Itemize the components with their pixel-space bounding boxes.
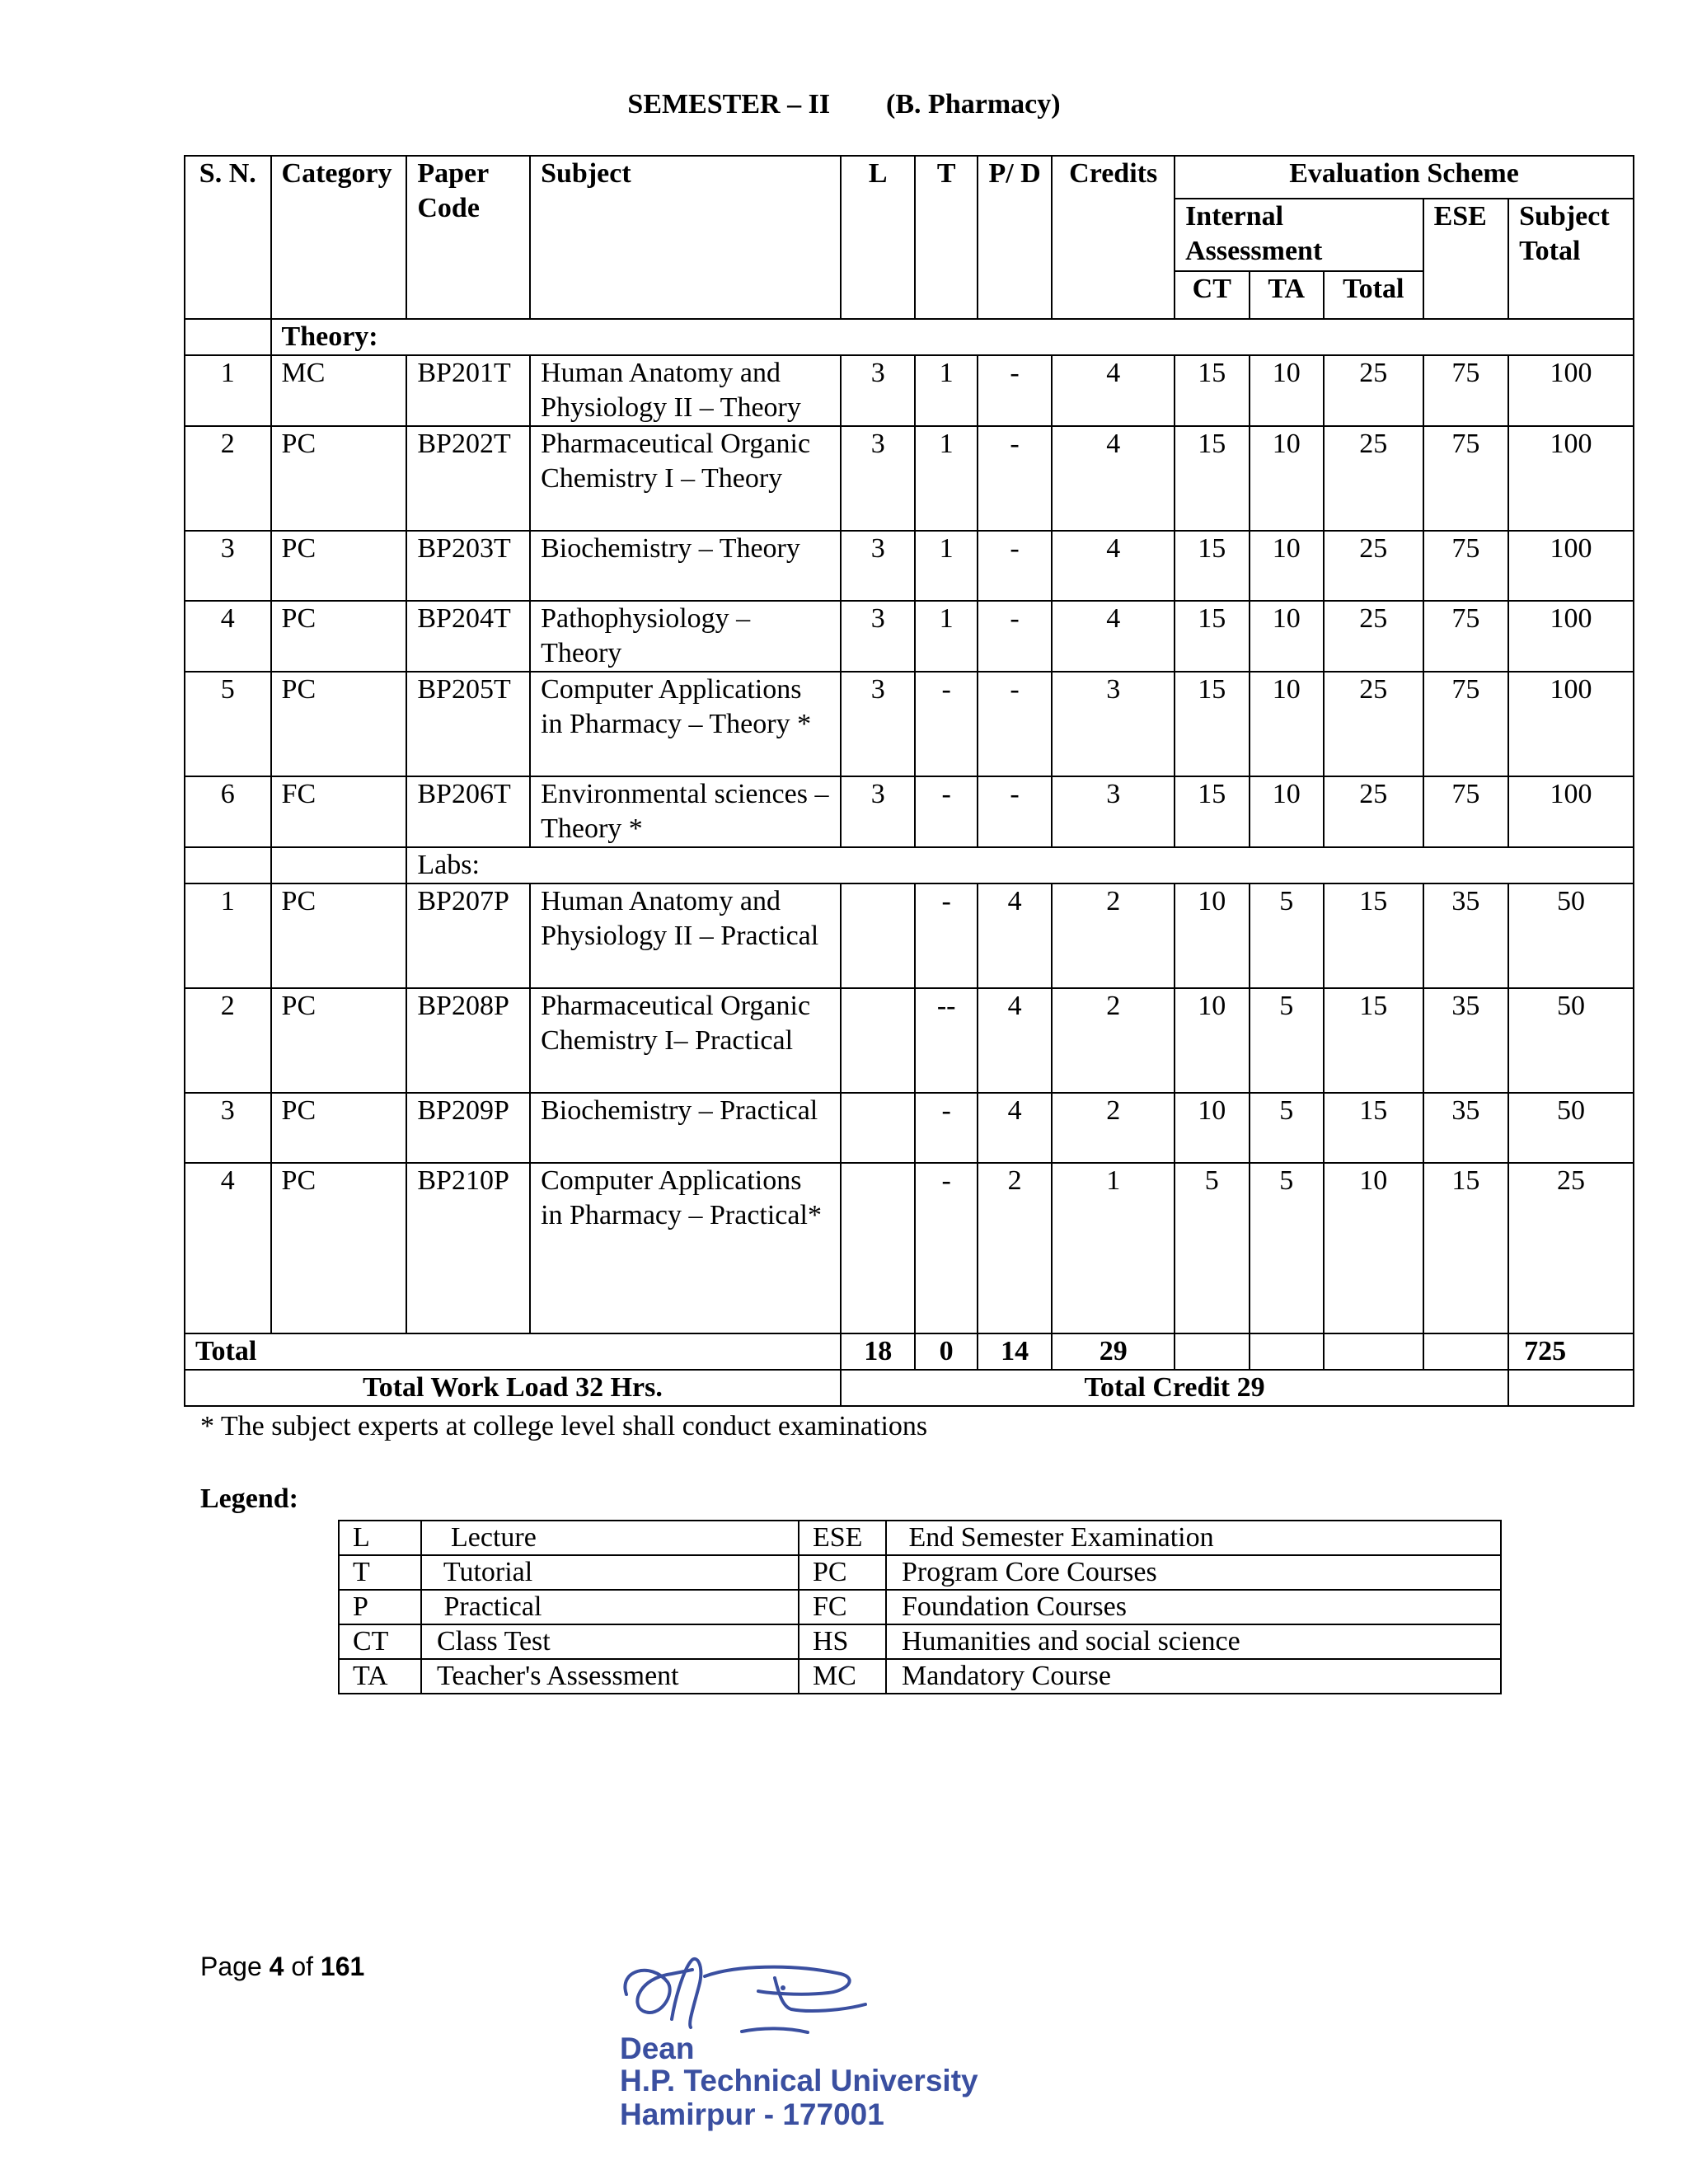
- legend-value: Mandatory Course: [886, 1659, 1501, 1694]
- cell-subject: Pharmaceutical Organic Chemistry I– Practical: [530, 988, 841, 1093]
- cell-p: -: [978, 672, 1052, 776]
- total-credits: 29: [1052, 1333, 1175, 1370]
- legend-key: MC: [799, 1659, 886, 1694]
- cell-ese: 35: [1423, 883, 1509, 988]
- cell-l: [841, 883, 915, 988]
- cell-cat: PC: [271, 1163, 407, 1333]
- cell-total: 15: [1324, 883, 1423, 988]
- cell-ta: 10: [1250, 776, 1324, 847]
- table-row: [185, 988, 1634, 1093]
- cell-cat: FC: [271, 776, 407, 847]
- total-p: 14: [978, 1333, 1052, 1370]
- cell-total: 25: [1324, 672, 1423, 776]
- labs-section-row: [185, 847, 1634, 883]
- table-row: [185, 1163, 1634, 1333]
- total-row: [185, 1333, 1634, 1370]
- legend-value: End Semester Examination: [886, 1521, 1501, 1555]
- stamp-line-address: Hamirpur - 177001: [620, 2097, 884, 2131]
- cell-code: BP204T: [406, 601, 530, 672]
- legend-key: CT: [339, 1624, 421, 1659]
- cell-ct: 15: [1175, 776, 1249, 847]
- cell-cat: PC: [271, 1093, 407, 1163]
- cell-ese: 35: [1423, 988, 1509, 1093]
- cell-ese: 35: [1423, 1093, 1509, 1163]
- cell-total: 25: [1324, 776, 1423, 847]
- cell-credits: 4: [1052, 426, 1175, 531]
- cell-p: -: [978, 355, 1052, 426]
- cell-t: 1: [915, 355, 977, 426]
- cell-t: -: [915, 883, 977, 988]
- cell-sn: 4: [185, 601, 271, 672]
- cell-subject: Human Anatomy and Physiology II – Theory: [530, 355, 841, 426]
- cell-p: 2: [978, 1163, 1052, 1333]
- cell-p: 4: [978, 988, 1052, 1093]
- cell-p: -: [978, 776, 1052, 847]
- cell-ese: 75: [1423, 355, 1509, 426]
- cell-t: -: [915, 1163, 977, 1333]
- cell-subject: Computer Applications in Pharmacy – Practical*: [530, 1163, 841, 1333]
- cell-credits: 4: [1052, 531, 1175, 601]
- cell-total: 25: [1324, 426, 1423, 531]
- cell-code: BP209P: [406, 1093, 530, 1163]
- cell-ese: 75: [1423, 672, 1509, 776]
- cell-l: [841, 988, 915, 1093]
- cell-p: 4: [978, 1093, 1052, 1163]
- cell-ta: 5: [1250, 988, 1324, 1093]
- cell-ese: 75: [1423, 426, 1509, 531]
- cell-total: 25: [1324, 355, 1423, 426]
- legend-value: Foundation Courses: [886, 1590, 1501, 1624]
- legend-row: [339, 1521, 1501, 1555]
- cell-p: -: [978, 601, 1052, 672]
- theory-section-row: [185, 319, 1634, 355]
- theory-rows: [185, 355, 1634, 847]
- theory-label: Theory:: [271, 319, 1634, 355]
- cell-code: BP208P: [406, 988, 530, 1093]
- cell-l: 3: [841, 601, 915, 672]
- legend-key: HS: [799, 1624, 886, 1659]
- header-category: Category: [271, 156, 407, 319]
- header-evaluation-scheme: Evaluation Scheme: [1175, 156, 1634, 199]
- cell-p: -: [978, 531, 1052, 601]
- cell-subject-total: 25: [1508, 1163, 1634, 1333]
- cell-credits: 2: [1052, 883, 1175, 988]
- cell-sn: 3: [185, 531, 271, 601]
- cell-l: [841, 1163, 915, 1333]
- legend-key: L: [339, 1521, 421, 1555]
- cell-t: --: [915, 988, 977, 1093]
- cell-subject-total: 100: [1508, 776, 1634, 847]
- cell-l: 3: [841, 355, 915, 426]
- table-row: [185, 531, 1634, 601]
- header-ta: TA: [1250, 271, 1324, 319]
- cell-total: 10: [1324, 1163, 1423, 1333]
- cell-ta: 5: [1250, 1163, 1324, 1333]
- cell-sn: 2: [185, 426, 271, 531]
- header-internal-assessment: Internal Assessment: [1175, 199, 1423, 271]
- cell-subject: Biochemistry – Theory: [530, 531, 841, 601]
- page-title: SEMESTER – II (B. Pharmacy): [627, 89, 1061, 120]
- cell-ta: 5: [1250, 1093, 1324, 1163]
- cell-subject-total: 50: [1508, 988, 1634, 1093]
- total-l: 18: [841, 1333, 915, 1370]
- legend-key: P: [339, 1590, 421, 1624]
- total-subject-total: 725: [1508, 1333, 1634, 1370]
- legend-value: Lecture: [421, 1521, 799, 1555]
- cell-ct: 15: [1175, 601, 1249, 672]
- cell-cat: PC: [271, 672, 407, 776]
- cell-ese: 75: [1423, 531, 1509, 601]
- cell-credits: 4: [1052, 355, 1175, 426]
- footnote: * The subject experts at college level shall conduct examinations: [200, 1411, 928, 1441]
- cell-ct: 10: [1175, 883, 1249, 988]
- cell-subject-total: 100: [1508, 531, 1634, 601]
- cell-subject: Human Anatomy and Physiology II – Practical: [530, 883, 841, 988]
- cell-l: 3: [841, 426, 915, 531]
- cell-sn: 5: [185, 672, 271, 776]
- cell-credits: 2: [1052, 1093, 1175, 1163]
- lab-rows: [185, 883, 1634, 1333]
- scheme-table: [184, 155, 1634, 1407]
- table-row: [185, 355, 1634, 426]
- legend-value: Tutorial: [421, 1555, 799, 1590]
- cell-l: 3: [841, 672, 915, 776]
- cell-sn: 3: [185, 1093, 271, 1163]
- cell-subject-total: 100: [1508, 426, 1634, 531]
- cell-ct: 15: [1175, 531, 1249, 601]
- legend-key: PC: [799, 1555, 886, 1590]
- cell-cat: MC: [271, 355, 407, 426]
- cell-t: 1: [915, 531, 977, 601]
- cell-subject-total: 50: [1508, 1093, 1634, 1163]
- cell-credits: 3: [1052, 776, 1175, 847]
- cell-ese: 75: [1423, 601, 1509, 672]
- table-row: [185, 672, 1634, 776]
- table-row: [185, 883, 1634, 988]
- legend-row: [339, 1624, 1501, 1659]
- labs-label: Labs:: [406, 847, 1634, 883]
- total-credit: Total Credit 29: [841, 1370, 1508, 1406]
- cell-credits: 1: [1052, 1163, 1175, 1333]
- table-row: [185, 776, 1634, 847]
- table-row: [185, 1093, 1634, 1163]
- legend-key: TA: [339, 1659, 421, 1694]
- header-t: T: [915, 156, 977, 319]
- page-number: Page 4 of 161: [200, 1952, 365, 1981]
- total-work-load: Total Work Load 32 Hrs.: [185, 1370, 841, 1406]
- cell-total: 25: [1324, 601, 1423, 672]
- cell-cat: PC: [271, 426, 407, 531]
- cell-ta: 10: [1250, 531, 1324, 601]
- total-t: 0: [915, 1333, 977, 1370]
- cell-cat: PC: [271, 883, 407, 988]
- cell-code: BP202T: [406, 426, 530, 531]
- cell-l: 3: [841, 776, 915, 847]
- header-l: L: [841, 156, 915, 319]
- cell-ct: 10: [1175, 1093, 1249, 1163]
- legend-row: [339, 1555, 1501, 1590]
- cell-ct: 15: [1175, 672, 1249, 776]
- cell-sn: 2: [185, 988, 271, 1093]
- stamp-line-university: H.P. Technical University: [620, 2064, 978, 2097]
- header-sn: S. N.: [185, 156, 271, 319]
- cell-p: 4: [978, 883, 1052, 988]
- header-subject-total: Subject Total: [1508, 199, 1634, 319]
- table-row: [185, 426, 1634, 531]
- header-row: [185, 156, 1634, 199]
- cell-ta: 10: [1250, 355, 1324, 426]
- cell-subject-total: 100: [1508, 601, 1634, 672]
- cell-subject: Computer Applications in Pharmacy – Theory *: [530, 672, 841, 776]
- legend-row: [339, 1659, 1501, 1694]
- cell-total: 15: [1324, 1093, 1423, 1163]
- table-row: [185, 601, 1634, 672]
- cell-p: -: [978, 426, 1052, 531]
- header-credits: Credits: [1052, 156, 1175, 319]
- legend-value: Class Test: [421, 1624, 799, 1659]
- cell-code: BP203T: [406, 531, 530, 601]
- signature-mark: [593, 1945, 956, 2044]
- header-subject: Subject: [530, 156, 841, 319]
- workload-row: [185, 1370, 1634, 1406]
- cell-t: 1: [915, 601, 977, 672]
- header-total: Total: [1324, 271, 1423, 319]
- cell-ta: 10: [1250, 426, 1324, 531]
- cell-subject: Pathophysiology – Theory: [530, 601, 841, 672]
- legend-key: FC: [799, 1590, 886, 1624]
- cell-ese: 75: [1423, 776, 1509, 847]
- cell-t: 1: [915, 426, 977, 531]
- cell-subject-total: 50: [1508, 883, 1634, 988]
- total-label: Total: [185, 1333, 841, 1370]
- cell-total: 25: [1324, 531, 1423, 601]
- stamp-line-dean: Dean: [620, 2032, 695, 2065]
- cell-ta: 10: [1250, 672, 1324, 776]
- cell-subject-total: 100: [1508, 672, 1634, 776]
- cell-t: -: [915, 672, 977, 776]
- cell-subject: Pharmaceutical Organic Chemistry I – Theory: [530, 426, 841, 531]
- cell-cat: PC: [271, 531, 407, 601]
- cell-code: BP206T: [406, 776, 530, 847]
- cell-total: 15: [1324, 988, 1423, 1093]
- cell-ta: 10: [1250, 601, 1324, 672]
- legend-title: Legend:: [200, 1483, 298, 1514]
- cell-cat: PC: [271, 988, 407, 1093]
- header-ct: CT: [1175, 271, 1249, 319]
- cell-ct: 15: [1175, 355, 1249, 426]
- legend-key: ESE: [799, 1521, 886, 1555]
- legend-value: Teacher's Assessment: [421, 1659, 799, 1694]
- header-pd: P/ D: [978, 156, 1052, 319]
- cell-t: -: [915, 1093, 977, 1163]
- cell-code: BP205T: [406, 672, 530, 776]
- header-ese: ESE: [1423, 199, 1509, 319]
- cell-sn: 1: [185, 355, 271, 426]
- cell-subject: Biochemistry – Practical: [530, 1093, 841, 1163]
- cell-sn: 6: [185, 776, 271, 847]
- legend-value: Program Core Courses: [886, 1555, 1501, 1590]
- cell-l: [841, 1093, 915, 1163]
- cell-sn: 4: [185, 1163, 271, 1333]
- cell-ese: 15: [1423, 1163, 1509, 1333]
- cell-cat: PC: [271, 601, 407, 672]
- cell-credits: 4: [1052, 601, 1175, 672]
- cell-credits: 3: [1052, 672, 1175, 776]
- cell-ta: 5: [1250, 883, 1324, 988]
- legend-key: T: [339, 1555, 421, 1590]
- cell-t: -: [915, 776, 977, 847]
- header-paper-code: Paper Code: [406, 156, 530, 319]
- legend-table: [338, 1520, 1502, 1694]
- cell-credits: 2: [1052, 988, 1175, 1093]
- cell-subject: Environmental sciences – Theory *: [530, 776, 841, 847]
- cell-ct: 5: [1175, 1163, 1249, 1333]
- cell-code: BP207P: [406, 883, 530, 988]
- cell-sn: 1: [185, 883, 271, 988]
- legend-value: Humanities and social science: [886, 1624, 1501, 1659]
- cell-l: 3: [841, 531, 915, 601]
- cell-ct: 15: [1175, 426, 1249, 531]
- cell-code: BP210P: [406, 1163, 530, 1333]
- cell-subject-total: 100: [1508, 355, 1634, 426]
- cell-code: BP201T: [406, 355, 530, 426]
- legend-row: [339, 1590, 1501, 1624]
- cell-ct: 10: [1175, 988, 1249, 1093]
- legend-value: Practical: [421, 1590, 799, 1624]
